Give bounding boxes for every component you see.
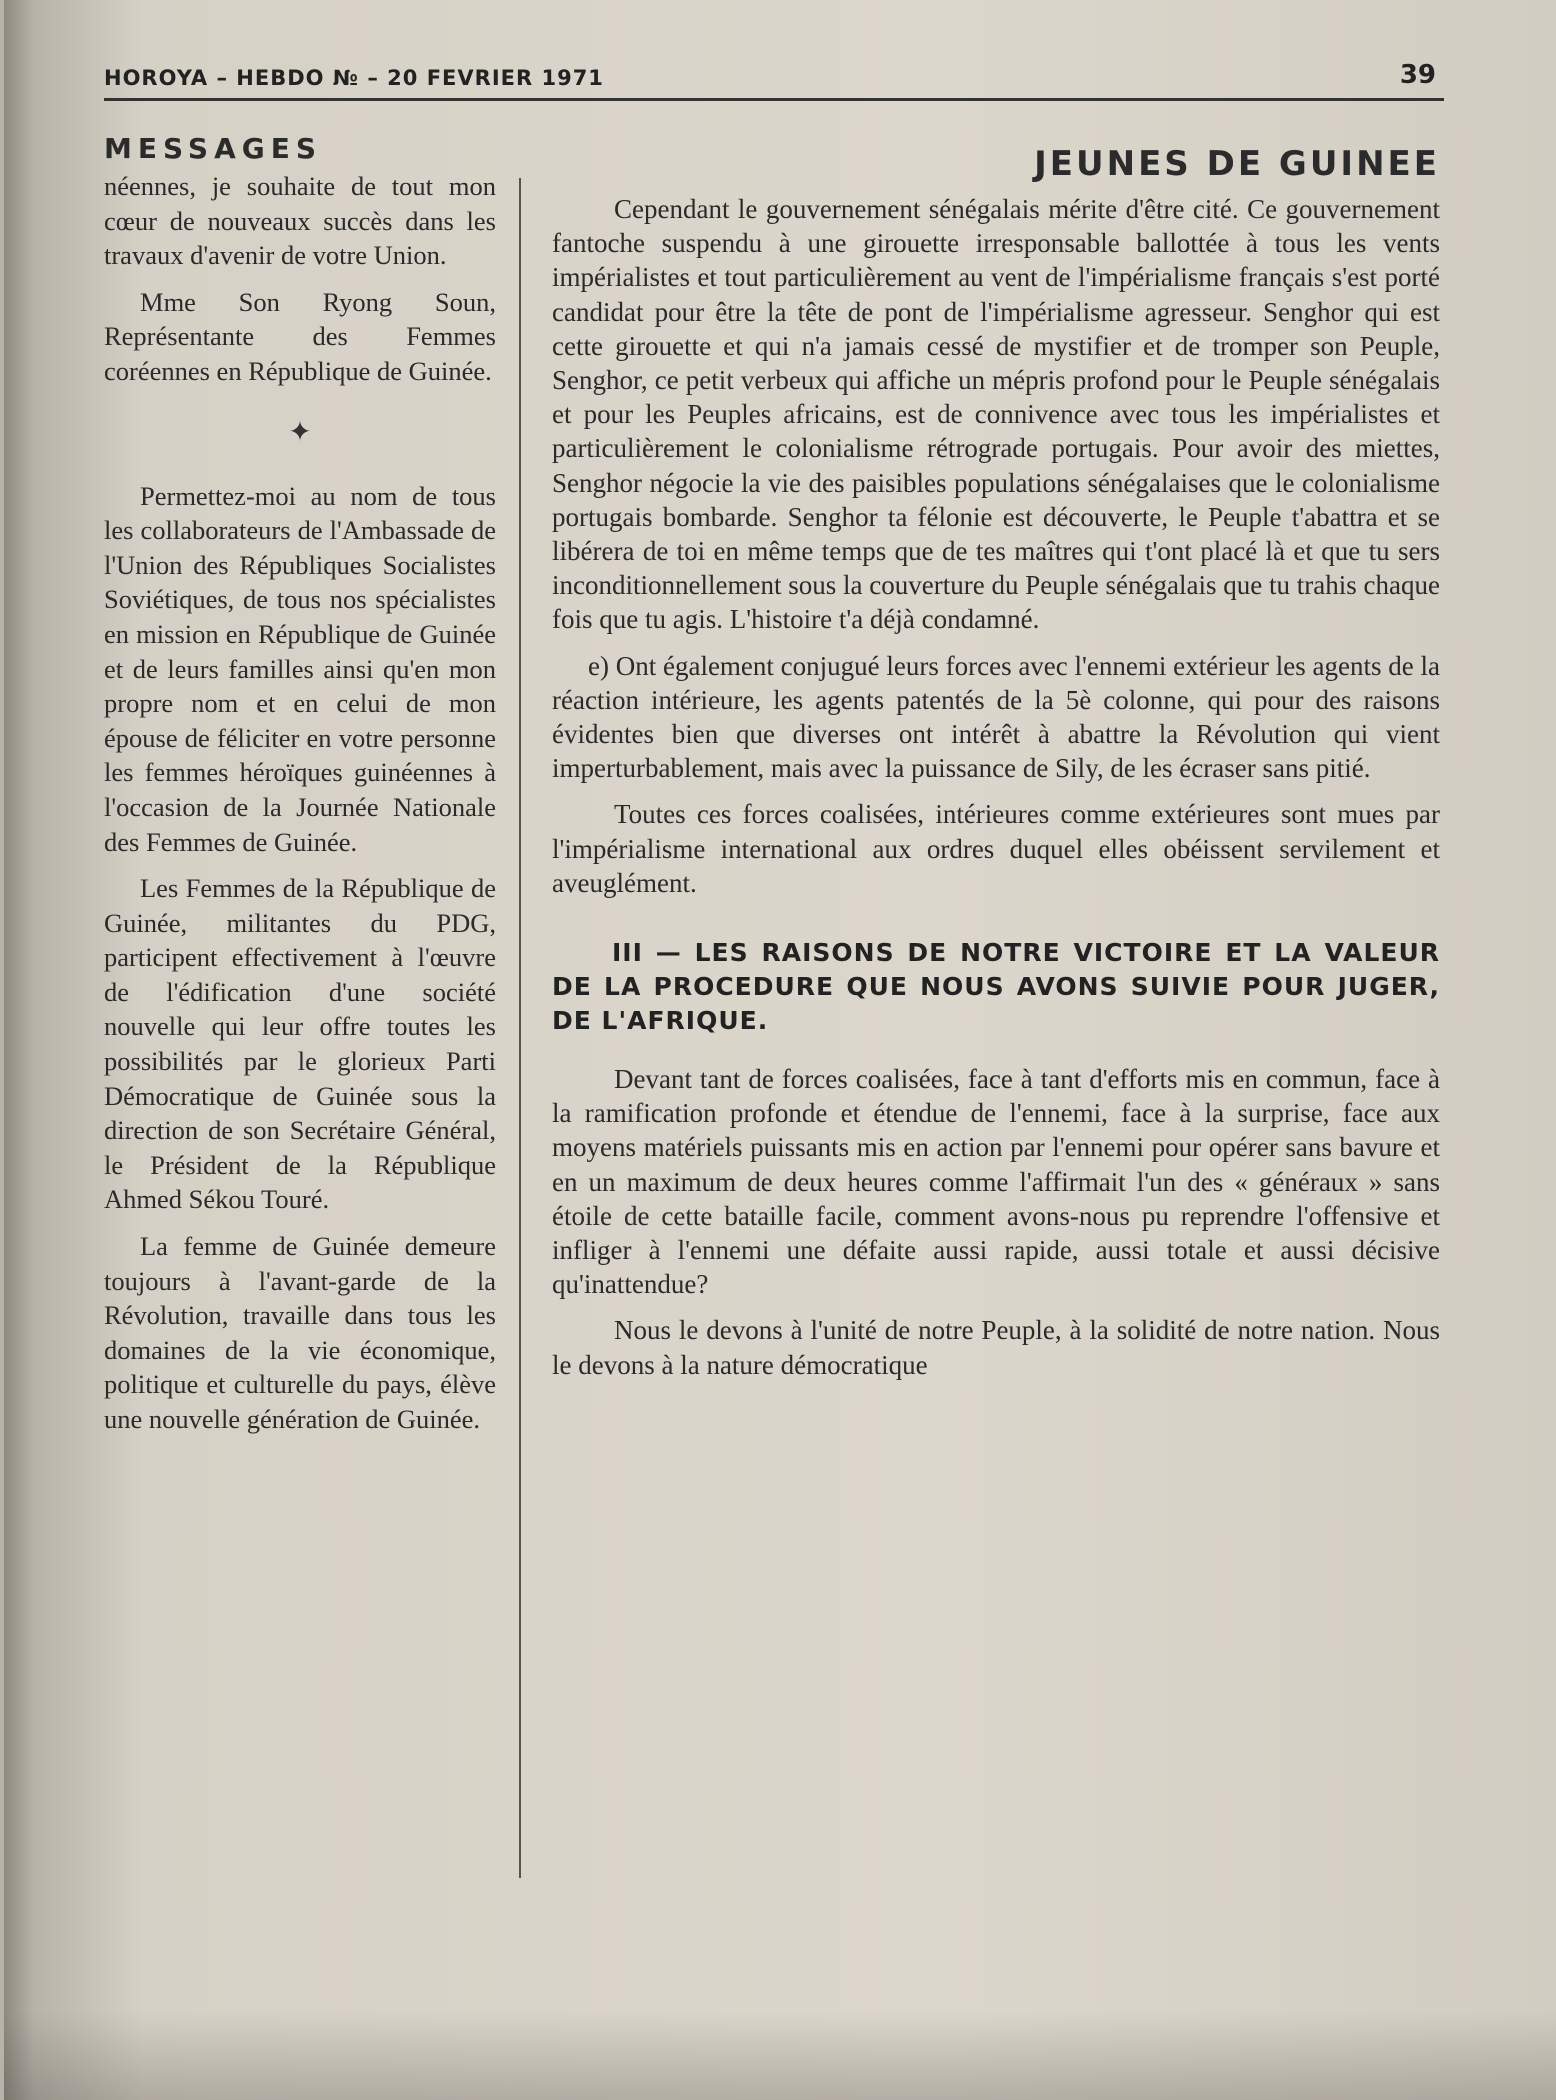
left-paragraph-1: néennes, je souhaite de tout mon cœur de nouveaux succès dans les travaux d'avenir de votre Union. <box>104 171 496 271</box>
header-publication: HOROYA – HEBDO № – 20 FEVRIER 1971 <box>104 66 604 90</box>
article-title: JEUNES DE GUINEE <box>1034 144 1440 184</box>
section-subheading: III — LES RAISONS DE NOTRE VICTOIRE ET LA VALEUR DE LA PROCEDURE QUE NOUS AVONS SUIVIE POUR JUGER, DE L'AFRIQUE. <box>552 938 1440 1036</box>
column-divider <box>519 178 521 1878</box>
header-page-number: 39 <box>1399 60 1436 90</box>
page-shadow <box>4 2010 1556 2100</box>
left-paragraph-5: La femme de Guinée demeure toujours à l'avant-garde de la Révolution, travaille dans tous les domaines de la vie économique, politique et culturelle du pays, élève une nouvelle génération de Guinée. <box>104 1231 496 1434</box>
left-column <box>104 132 496 1449</box>
messages-title: MESSAGES <box>104 132 323 165</box>
right-paragraph-1: Cependant le gouvernement sénégalais mérite d'être cité. Ce gouvernement fantoche suspendu à une girouette irresponsable ballottée à tous les vents impérialistes et tout particulièrement au vent de l'impérialisme français s'est porté candidat pour être la tête de pont de l'impérialisme agresseur. Senghor qui est cette girouette et qui n'a jamais cessé de mystifier et de tromper son Peuple, Senghor, ce petit verbeux qui affiche un mépris profond pour le Peuple sénégalais et pour les Peuples africains, est de connivence avec tous les impérialistes et particulièrement le colonialisme rétrograde portugais. Pour avoir des miettes, Senghor négocie la vie des paisibles populations sénégalaises que le colonialisme portugais bombarde. Senghor ta félonie est découverte, le Peuple t'abattra et se libérera de toi en même temps que de tes maîtres qui t'ont placé là et que tu sers inconditionnellement sous la couverture du Peuple sénégalais que tu trahis chaque fois que tu agis. L'histoire t'a déjà condamné. <box>552 194 1440 635</box>
newspaper-page <box>4 0 1556 2100</box>
right-paragraph-5: Nous le devons à l'unité de notre Peuple, à la solidité de notre nation. Nous le devons à la nature démocratique <box>552 1315 1440 1380</box>
ornament-icon: ✦ <box>288 416 312 448</box>
left-paragraph-4: Les Femmes de la République de Guinée, militantes du PDG, participent effectivement à l'œuvre de l'édification d'une société nouvelle qui leur offre toutes les possibilités par le glorieux Parti Démocratique de Guinée sous la direction de son Secrétaire Général, le Président de la République Ahmed Sékou Touré. <box>104 873 496 1215</box>
right-paragraph-3: Toutes ces forces coalisées, intérieures comme extérieures sont mues par l'impérialisme international aux ordres duquel elles obéissent servilement et aveuglément. <box>552 799 1440 898</box>
right-paragraph-2: e) Ont également conjugué leurs forces avec l'ennemi extérieur les agents de la réaction intérieure, les agents patentés de la 5è colonne, qui pour des raisons évidentes bien que diverses ont intérêt à abattre la Révolution qui vient imperturbablement, mais avec la puissance de Sily, de les écraser sans pitié. <box>552 650 1440 784</box>
left-paragraph-3: Permettez-moi au nom de tous les collaborateurs de l'Ambassade de l'Union des Républiques Socialistes Soviétiques, de tous nos spécialistes en mission en République de Guinée et de leurs familles ainsi qu'en mon propre nom et en celui de mon épouse de féliciter en votre personne les femmes héroïques guinéennes à l'occasion de la Journée Nationale des Femmes de Guinée. <box>104 480 496 857</box>
right-column <box>552 132 1440 1394</box>
page-header <box>104 58 1444 101</box>
right-paragraph-4: Devant tant de forces coalisées, face à tant d'efforts mis en commun, face à la ramification profonde et étendue de l'ennemi, face à la surprise, face aux moyens matériels puissants mis en action par l'ennemi pour opérer sans bavure et en un maximum de deux heures comme l'affirmait l'un des « généraux » sans étoile de cette bataille facile, comment avons-nous pu reprendre l'offensive et infliger à l'ennemi une défaite aussi rapide, aussi totale et aussi décisive qu'inattendue? <box>552 1064 1440 1300</box>
left-signature: Mme Son Ryong Soun, Représentante des Femmes coréennes en République de Guinée. <box>104 286 496 386</box>
